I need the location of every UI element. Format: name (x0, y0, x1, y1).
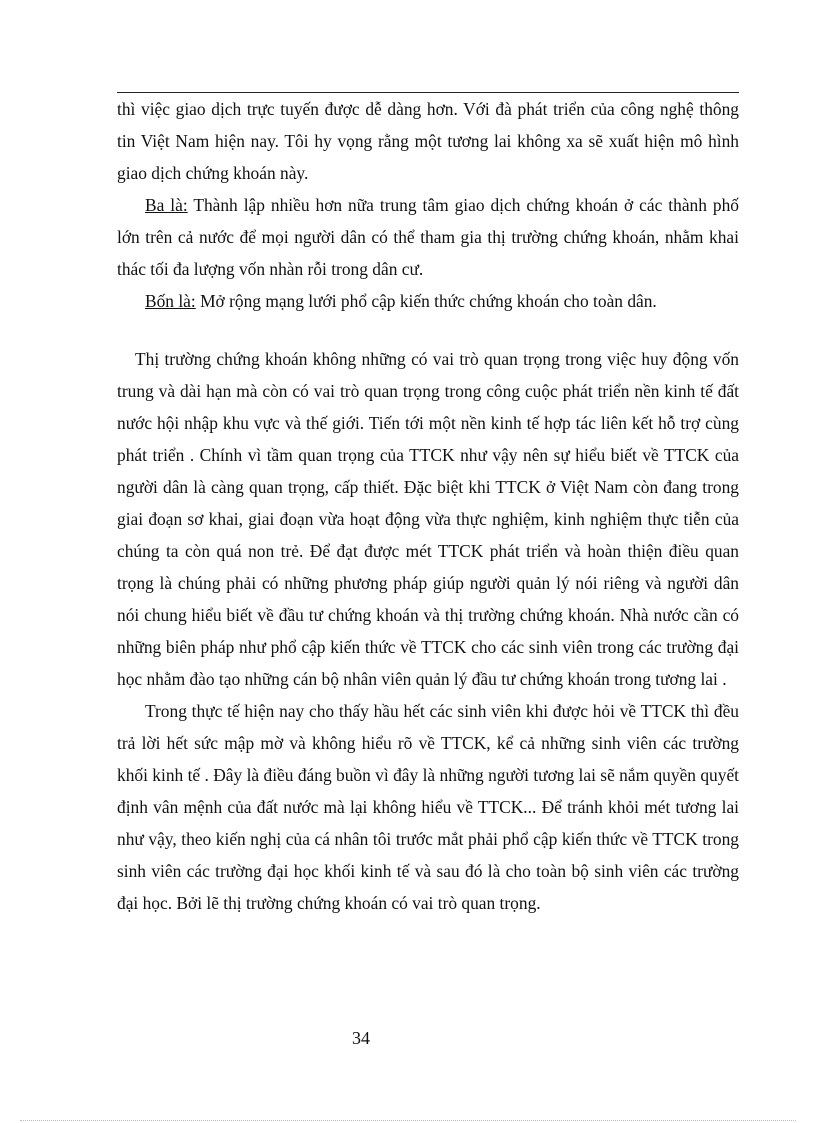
paragraph-continuation: thì việc giao dịch trực tuyến được dễ dàng hơn. Với đà phát triển của công nghệ thông tin Việt Nam hiện nay. Tôi hy vọng rằng một tương lai không xa sẽ xuất hiện mô hình giao dịch chứng khoán này. (117, 99, 739, 183)
label-bon-la: Bốn là: (145, 291, 196, 311)
label-ba-la: Ba là: (145, 195, 188, 215)
paragraph-gap (117, 317, 739, 343)
paragraph-bon-la-body: Mở rộng mạng lưới phổ cập kiến thức chứng khoán cho toàn dân. (195, 291, 657, 311)
paragraph-ttck-students: Trong thực tế hiện nay cho thấy hầu hết các sinh viên khi được hỏi về TTCK thì đều trả lời hết sức mập mờ và không hiểu rõ về TTCK, kể cả những sinh viên các trường khối kinh tế . Đây là điều đáng buồn vì đây là những người tương lai sẽ nắm quyền quyết định vân mệnh của đất nước mà lại không hiểu về TTCK... Để tránh khỏi mét tương lai như vậy, theo kiến nghị của cá nhân tôi trước mắt phải phổ cập kiến thức về TTCK trong sinh viên các trường đại học khối kinh tế và sau đó là cho toàn bộ sinh viên các trường đại học. Bởi lẽ thị trường chứng khoán có vai trò quan trọng. (117, 701, 739, 913)
paragraph-ba-la (117, 189, 739, 285)
paragraph-ttck-role: Thị trường chứng khoán không những có vai trò quan trọng trong việc huy động vốn trung và dài hạn mà còn có vai trò quan trọng trong công cuộc phát triển nền kinh tế đất nước hội nhập khu vực và thế giới. Tiến tới một nền kinh tế hợp tác liên kết hỗ trợ cùng phát triển . Chính vì tầm quan trọng của TTCK như vậy nên sự hiểu biết về TTCK của người dân là càng quan trọng, cấp thiết. Đặc biệt khi TTCK ở Việt Nam còn đang trong giai đoạn sơ khai, giai đoạn vừa hoạt động vừa thực nghiệm, kinh nghiệm thực tiễn của chúng ta còn quá non trẻ. Để đạt được mét TTCK phát triển và hoàn thiện điều quan trọng là chúng phải có những phương pháp giúp người quản lý nói riêng và người dân nói chung hiểu biết về đầu tư chứng khoán và thị trường chứng khoán. Nhà nước cần có những biên pháp như phổ cập kiến thức về TTCK cho các sinh viên trong các trường đại học nhằm đào tạo những cán bộ nhân viên quản lý đầu tư chứng khoán trong tương lai . (117, 349, 739, 689)
body-text (117, 93, 739, 919)
page-number: 34 (352, 1028, 370, 1048)
paragraph-ba-la-body: Thành lập nhiều hơn nữa trung tâm giao dịch chứng khoán ở các thành phố lớn trên cả nước để mọi người dân có thể tham gia thị trường chứng khoán, nhằm khai thác tối đa lượng vốn nhàn rỗi trong dân cư. (117, 195, 739, 279)
paragraph-bon-la (117, 285, 739, 317)
page-bottom-border (20, 1120, 796, 1121)
